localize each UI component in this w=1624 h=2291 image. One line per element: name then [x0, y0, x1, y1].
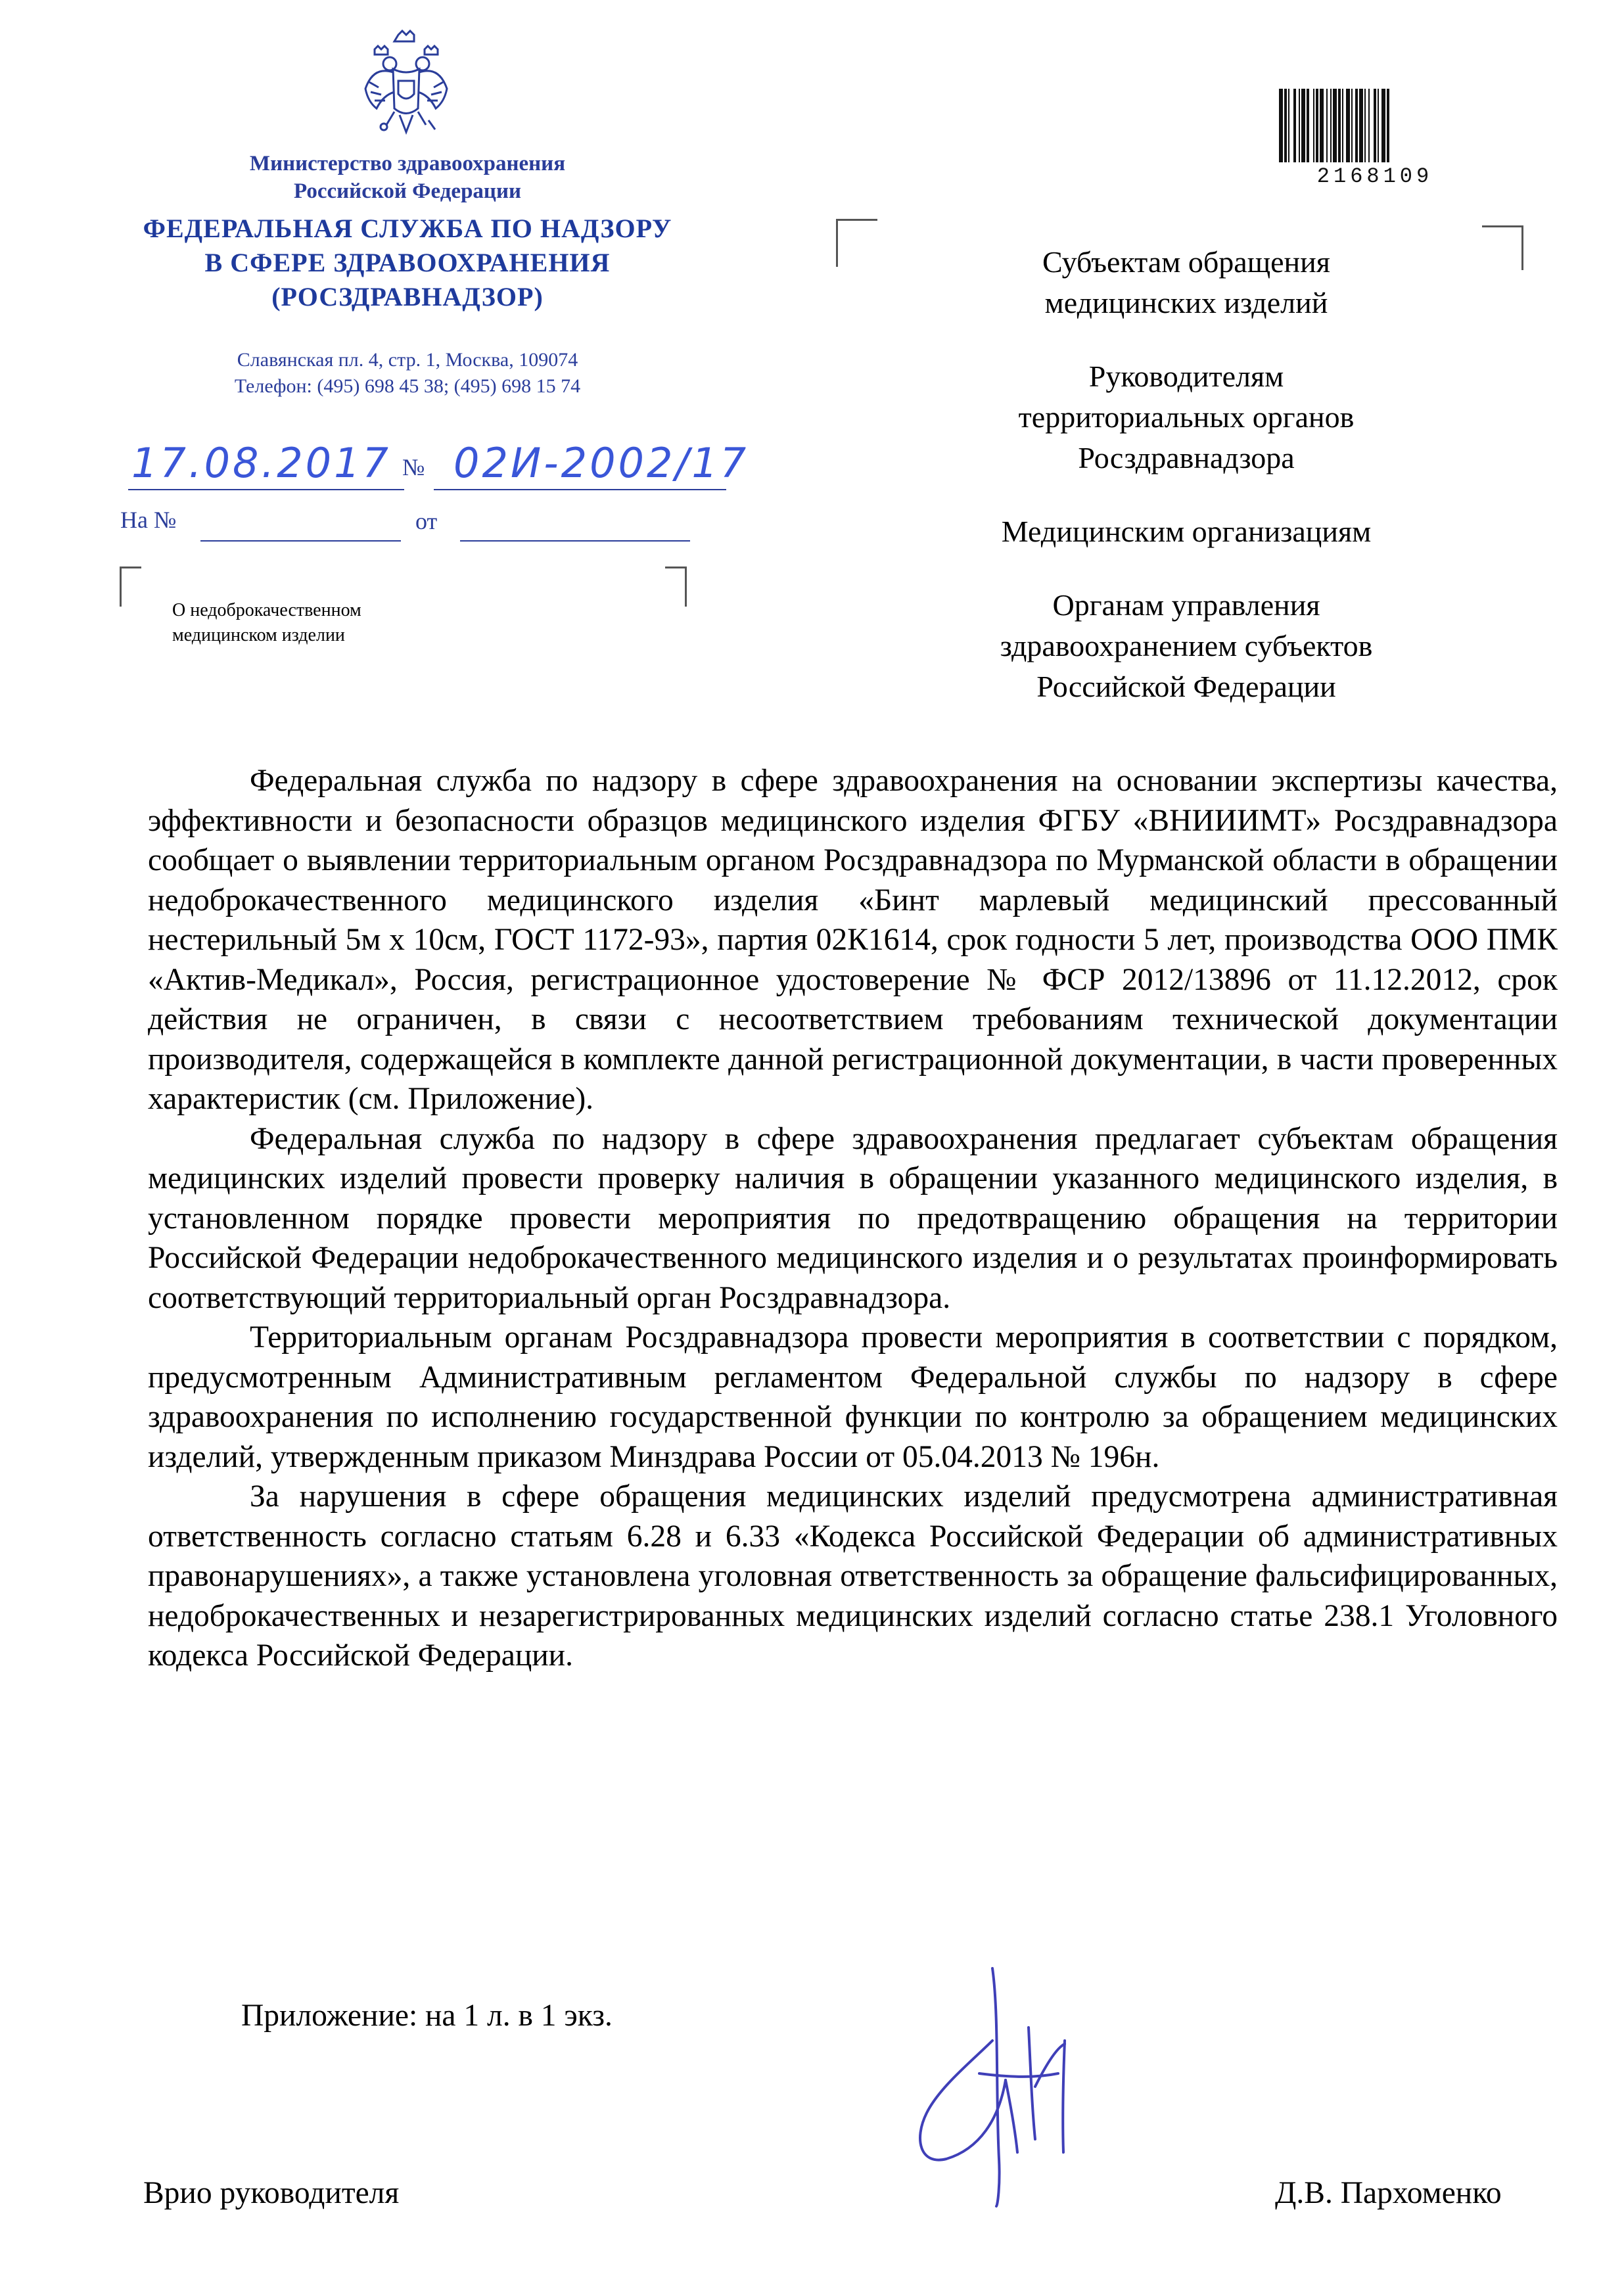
addressees: [907, 242, 1466, 740]
barcode-bar: [1293, 89, 1296, 162]
barcode-bar: [1288, 89, 1289, 162]
barcode-bar: [1381, 89, 1385, 162]
registration-number: 02И-2002/17: [453, 439, 749, 487]
addressee-line: Медицинским организациям: [1001, 515, 1372, 548]
number-sign: №: [402, 454, 425, 480]
barcode-bar: [1364, 89, 1366, 162]
signature-icon: [900, 1962, 1098, 2211]
address-line: Славянская пл. 4, стр. 1, Москва, 109074: [237, 349, 578, 371]
barcode-bar: [1351, 89, 1353, 162]
subject-line: медицинском изделии: [172, 625, 345, 645]
barcode-bar: [1359, 89, 1363, 162]
addressee-line: здравоохранением субъектов: [1000, 629, 1373, 662]
barcode-bar: [1326, 89, 1328, 162]
date-underline: [128, 489, 404, 490]
ministry-name: [118, 150, 697, 205]
addressee-line: Субъектам обращения: [1042, 245, 1330, 279]
barcode-bar: [1378, 89, 1379, 162]
subject-line: О недоброкачественном: [172, 600, 361, 620]
body-paragraph: Территориальным органам Росздравнадзора провести мероприятия в соответствии с порядком, предусмотренным Административным регламентом Федеральной службы по надзору в сфере здравоохранения по исполнению государственной функции по контролю за обращением медицинских изделий, утвержденным приказом Минздрава России от 05.04.2013 № 196н.: [148, 1320, 1558, 1474]
barcode: [1276, 89, 1473, 162]
coat-of-arms-icon: [360, 30, 452, 140]
signatory-name: Д.В. Пархоменко: [1275, 2176, 1502, 2210]
barcode-bar: [1316, 89, 1318, 162]
addressee-line: медицинских изделий: [1044, 286, 1328, 319]
barcode-bar: [1374, 89, 1376, 162]
barcode-bar: [1301, 89, 1305, 162]
service-name: [85, 212, 730, 314]
barcode-number: 2168109: [1316, 164, 1433, 189]
addressee-line: Российской Федерации: [1036, 670, 1336, 703]
address-corner-right: [1482, 225, 1523, 270]
service-address: [105, 347, 710, 400]
barcode-bar: [1346, 89, 1350, 162]
letter-body: [148, 761, 1558, 1676]
barcode-bar: [1387, 89, 1389, 162]
barcode-bar: [1320, 89, 1324, 162]
addressee-line: Росздравнадзора: [1078, 441, 1295, 474]
body-paragraph: Федеральная служба по надзору в сфере здравоохранения предлагает субъектам обращения медицинских изделий провести проверку наличия в обращении указанного медицинского изделия, в установленном порядке провести мероприятия по предотвращению обращения на территории Российской Федерации недоброкачественного медицинского изделия и о результатах проинформировать соответствующий территориальный орган Росздравнадзора.: [148, 1121, 1558, 1315]
barcode-bar: [1299, 89, 1300, 162]
body-paragraph: За нарушения в сфере обращения медицинских изделий предусмотрена административная ответственность согласно статьям 6.28 и 6.33 «Кодекса Российской Федерации об административных правонарушениях», а также установлена уголовная ответственность за обращение фальсифицированных, недоброкачественных и незарегистрированных медицинских изделий согласно статье 238.1 Уголовного кодекса Российской Федерации.: [148, 1479, 1558, 1673]
barcode-bar: [1307, 89, 1309, 162]
signatory-position: Врио руководителя: [143, 2176, 400, 2210]
addressee-group: [907, 511, 1466, 552]
barcode-bar: [1279, 89, 1283, 162]
reply-number-line: [200, 540, 401, 542]
subject-corner-left: [120, 567, 141, 607]
barcode-bar: [1333, 89, 1337, 162]
barcode-bar: [1284, 89, 1287, 162]
reply-from-label: от: [415, 508, 438, 534]
barcode-bar: [1368, 89, 1370, 162]
barcode-bar: [1338, 89, 1341, 162]
reply-number-label: На №: [120, 507, 177, 533]
registration-date: 17.08.2017: [131, 439, 391, 487]
subject-corner-right: [665, 567, 687, 607]
addressee-line: Руководителям: [1088, 359, 1284, 393]
barcode-bar: [1313, 89, 1314, 162]
address-corner-left: [836, 219, 877, 267]
barcode-bar: [1330, 89, 1332, 162]
ministry-line: Российской Федерации: [294, 179, 521, 203]
reply-from-line: [460, 540, 690, 542]
ministry-line: Министерство здравоохранения: [249, 152, 566, 175]
addressee-line: территориальных органов: [1018, 400, 1355, 434]
number-underline: [434, 489, 726, 490]
service-line: ФЕДЕРАЛЬНАЯ СЛУЖБА ПО НАДЗОРУ: [143, 214, 672, 243]
addressee-line: Органам управления: [1052, 588, 1320, 622]
subject: [172, 598, 488, 648]
address-line: Телефон: (495) 698 45 38; (495) 698 15 74: [234, 375, 581, 397]
attachment-note: Приложение: на 1 л. в 1 экз.: [241, 1999, 613, 2033]
addressee-group: [907, 356, 1466, 478]
service-line: (РОСЗДРАВНАДЗОР): [271, 282, 544, 312]
body-paragraph: Федеральная служба по надзору в сфере здравоохранения на основании экспертизы качества, эффективности и безопасности образцов медицинского изделия ФГБУ «ВНИИИМТ» Росздравнадзора сообщает о выявлении территориальным органом Росздравнадзора по Мурманской области в обращении недоброкачественного медицинского изделия «Бинт марлевый медицинский прессованный нестерильный 5м х 10см, ГОСТ 1172-93», партия 02К1614, срок годности 5 лет, производства ООО ПМК «Актив-Медикал», Россия, регистрационное удостоверение № ФСР 2012/13896 от 11.12.2012, срок действия не ограничен, в связи с несоответствием требованиям технической документации производителя, содержащейся в комплекте данной регистрационной документации, в части проверенных характеристик (см. Приложение).: [148, 764, 1558, 1116]
addressee-group: [907, 242, 1466, 323]
addressee-group: [907, 585, 1466, 707]
barcode-bar: [1355, 89, 1358, 162]
service-line: В СФЕРЕ ЗДРАВООХРАНЕНИЯ: [204, 248, 611, 277]
barcode-bar: [1342, 89, 1343, 162]
